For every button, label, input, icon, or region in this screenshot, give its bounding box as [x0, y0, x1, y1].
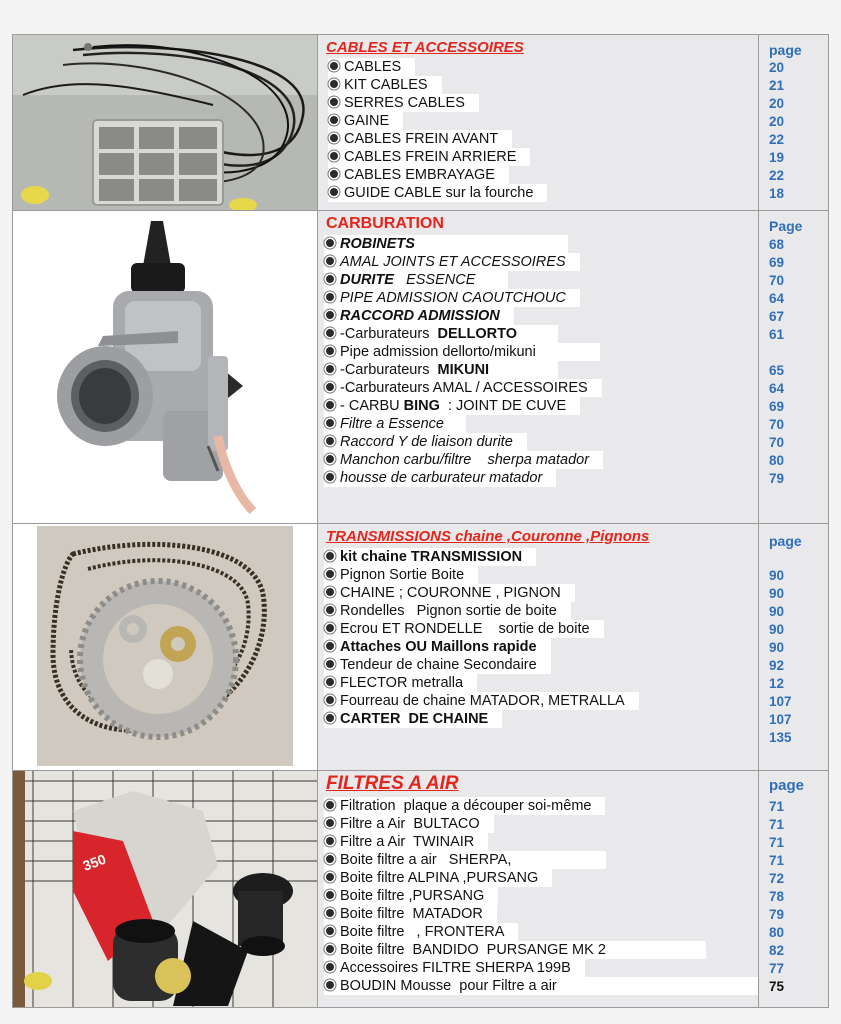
page-number: 107 [769, 712, 792, 727]
carburetor-image [13, 211, 318, 523]
list-item [324, 451, 603, 469]
item-label: CARTER DE CHAINE [340, 711, 489, 727]
item-label: CABLES [344, 59, 402, 75]
list-item [324, 415, 466, 433]
page-number: 71 [769, 853, 785, 868]
item-label: SERRES CABLES [344, 95, 465, 111]
list-item [324, 656, 551, 674]
bullet-icon [330, 134, 338, 142]
list-item [328, 76, 442, 94]
list-item [328, 94, 479, 112]
item-label: GUIDE CABLE sur la fourche [344, 185, 534, 201]
page-number: 72 [769, 871, 785, 886]
page-number: 135 [769, 730, 792, 745]
catalog-page [12, 34, 829, 1008]
page-number: 92 [769, 658, 785, 673]
cables-image [13, 35, 318, 210]
list-item [324, 397, 580, 415]
page-header: page [769, 533, 802, 549]
list-item [324, 833, 488, 851]
page-number: 21 [769, 78, 785, 93]
item-label: Boite filtre ALPINA ,PURSANG [340, 870, 539, 886]
bullet-icon [326, 855, 334, 863]
item-label: -Carburateurs [340, 362, 438, 378]
bullet-icon [330, 170, 338, 178]
list-item [324, 959, 585, 977]
item-label: : JOINT DE CUVE [439, 398, 567, 414]
bullet-icon [326, 963, 334, 971]
page-number: 69 [769, 255, 785, 270]
bullet-icon [326, 606, 334, 614]
page-number: 20 [769, 60, 785, 75]
list-item [328, 166, 509, 184]
bullet-icon [326, 570, 334, 578]
bullet-icon [326, 329, 334, 337]
bullet-icon [326, 642, 334, 650]
page-number: 90 [769, 586, 785, 601]
page-number: 79 [769, 471, 785, 486]
item-label: AMAL JOINTS ET ACCESSOIRES [340, 254, 566, 270]
list-item [324, 325, 558, 343]
page-number: 107 [769, 694, 792, 709]
item-label: BOUDIN Mousse pour Filtre a air [340, 978, 557, 994]
list-item [324, 923, 518, 941]
list-item [324, 433, 527, 451]
item-label: CABLES FREIN ARRIERE [344, 149, 517, 165]
item-label: -Carburateurs [340, 326, 438, 342]
page-number: 80 [769, 453, 785, 468]
bullet-icon [326, 455, 334, 463]
item-label: KIT CABLES [344, 77, 428, 93]
item-label: PIPE ADMISSION CAOUTCHOUC [340, 290, 566, 306]
section-carburation [13, 211, 828, 524]
item-label: Boite filtre ,PURSANG [340, 888, 485, 904]
page-number: 77 [769, 961, 785, 976]
list-item [324, 602, 571, 620]
section-cables [13, 35, 828, 211]
item-label: Filtre a Air BULTACO [340, 816, 480, 832]
list-item [324, 469, 556, 487]
air-filters-pages [759, 771, 828, 1007]
bullet-icon [326, 714, 334, 722]
item-label: ROBINETS [340, 236, 415, 252]
item-label: FLECTOR metralla [340, 675, 464, 691]
page-number: 71 [769, 817, 785, 832]
item-label: housse de carburateur matador [340, 470, 543, 486]
list-item [324, 905, 497, 923]
list-item [324, 566, 478, 584]
transmissions-list [318, 524, 759, 770]
item-label: Attaches OU Maillons rapide [340, 639, 537, 655]
item-label: GAINE [344, 113, 390, 129]
item-label: ESSENCE [393, 272, 476, 288]
item-label: Fourreau de chaine MATADOR, METRALLA [340, 693, 625, 709]
bullet-icon [326, 909, 334, 917]
bullet-icon [326, 552, 334, 560]
page-number: 20 [769, 114, 785, 129]
bullet-icon [326, 419, 334, 427]
cables-pages [759, 35, 828, 210]
list-item [324, 851, 606, 869]
page-number: 67 [769, 309, 785, 324]
bullet-icon [326, 275, 334, 283]
list-item [324, 620, 604, 638]
list-item [324, 638, 551, 656]
item-label: CHAINE ; COURONNE , PIGNON [340, 585, 561, 601]
page-number: 70 [769, 273, 785, 288]
badge-350-text: 350 [80, 850, 108, 874]
list-item [324, 977, 758, 995]
item-label: Boite filtre a air SHERPA, [340, 852, 512, 868]
bullet-icon [326, 437, 334, 445]
bullet-icon [326, 473, 334, 481]
list-item [328, 130, 512, 148]
bullet-icon [326, 981, 334, 989]
page-number: 22 [769, 132, 785, 147]
list-item [324, 548, 536, 566]
item-label: Filtre a Air TWINAIR [340, 834, 475, 850]
page-number: 79 [769, 907, 785, 922]
page-number: 90 [769, 604, 785, 619]
bullet-icon [326, 927, 334, 935]
list-item [324, 235, 568, 253]
section-air-filters [13, 771, 828, 1007]
item-label: Boite filtre MATADOR [340, 906, 483, 922]
list-item [324, 584, 575, 602]
list-item [328, 58, 415, 76]
item-label: CABLES FREIN AVANT [344, 131, 499, 147]
page-number: 80 [769, 925, 785, 940]
page-number: 12 [769, 676, 785, 691]
bullet-icon [330, 98, 338, 106]
list-item [324, 289, 580, 307]
page-number: 69 [769, 399, 785, 414]
list-item [324, 797, 605, 815]
page-number: 64 [769, 291, 785, 306]
page-number: 18 [769, 186, 785, 201]
bullet-icon [330, 116, 338, 124]
bullet-icon [330, 188, 338, 196]
bullet-icon [326, 347, 334, 355]
item-label: Pipe admission dellorto/mikuni [340, 344, 536, 360]
list-item [324, 674, 477, 692]
list-item [324, 343, 600, 361]
item-label: Rondelles Pignon sortie de boite [340, 603, 557, 619]
page-number: 70 [769, 417, 785, 432]
bullet-icon [326, 293, 334, 301]
bullet-icon [326, 365, 334, 373]
page-header: page [769, 42, 802, 58]
item-label: Raccord Y de liaison durite [340, 434, 513, 450]
bullet-icon [330, 80, 338, 88]
bullet-icon [326, 801, 334, 809]
air-filters-list [318, 771, 759, 1007]
page-number: 19 [769, 150, 785, 165]
bullet-icon [326, 678, 334, 686]
item-label: Tendeur de chaine Secondaire [340, 657, 537, 673]
item-label-strong: DELLORTO [437, 326, 517, 342]
list-item [324, 869, 552, 887]
page-number: 90 [769, 568, 785, 583]
item-label: Filtration plaque a découper soi-même [340, 798, 592, 814]
page-number: 22 [769, 168, 785, 183]
item-label: Accessoires FILTRE SHERPA 199B [340, 960, 571, 976]
bullet-icon [326, 257, 334, 265]
bullet-icon [326, 588, 334, 596]
item-label: Filtre a Essence [340, 416, 444, 432]
list-item [328, 112, 403, 130]
page-number: 90 [769, 640, 785, 655]
list-item [324, 361, 558, 379]
bullet-icon [326, 891, 334, 899]
page-number: 75 [769, 979, 785, 994]
page-number: 71 [769, 835, 785, 850]
section-title: CARBURATION [326, 215, 444, 232]
bullet-icon [326, 383, 334, 391]
item-label-strong: MIKUNI [437, 362, 490, 378]
page-header: Page [769, 218, 803, 234]
item-label: - CARBU [340, 398, 404, 414]
page-number: 70 [769, 435, 785, 450]
page-header: page [769, 777, 805, 794]
section-title: CABLES ET ACCESSOIRES [326, 39, 524, 56]
transmissions-pages [759, 524, 828, 770]
list-item [324, 271, 508, 289]
bullet-icon [326, 696, 334, 704]
list-item [324, 379, 602, 397]
bullet-icon [326, 624, 334, 632]
item-label: Ecrou ET RONDELLE sortie de boite [340, 621, 590, 637]
page-number: 78 [769, 889, 785, 904]
section-title: FILTRES A AIR [326, 773, 459, 794]
page-number: 20 [769, 96, 785, 111]
cables-list [318, 35, 759, 210]
list-item [324, 941, 706, 959]
item-label-strong: BING [403, 398, 440, 414]
transmission-image [13, 524, 318, 770]
carburation-pages [759, 211, 828, 523]
item-label: Boite filtre , FRONTERA [340, 924, 505, 940]
item-label: -Carburateurs AMAL / ACCESSOIRES [340, 380, 588, 396]
item-label: RACCORD ADMISSION [340, 308, 500, 324]
bullet-icon [330, 62, 338, 70]
section-transmissions [13, 524, 828, 771]
list-item [324, 815, 494, 833]
bullet-icon [326, 837, 334, 845]
page-number: 61 [769, 327, 785, 342]
bullet-icon [326, 401, 334, 409]
item-label: Manchon carbu/filtre sherpa matador [340, 452, 590, 468]
air-filter-image [13, 771, 318, 1007]
section-title: TRANSMISSIONS chaine ,Couronne ,Pignons [326, 528, 650, 545]
item-label: Boite filtre BANDIDO PURSANGE MK 2 [340, 942, 606, 958]
list-item [324, 710, 502, 728]
item-label: Pignon Sortie Boite [340, 567, 465, 583]
item-label-strong: DURITE [340, 272, 394, 288]
list-item [324, 307, 514, 325]
bullet-icon [326, 873, 334, 881]
carburation-list [318, 211, 759, 523]
item-label: kit chaine TRANSMISSION [340, 549, 523, 565]
page-number: 65 [769, 363, 785, 378]
list-item [324, 253, 580, 271]
bullet-icon [326, 945, 334, 953]
bullet-icon [326, 819, 334, 827]
bullet-icon [326, 311, 334, 319]
page-number: 71 [769, 799, 785, 814]
item-label: CABLES EMBRAYAGE [344, 167, 495, 183]
page-number: 68 [769, 237, 785, 252]
list-item [328, 148, 530, 166]
list-item [328, 184, 547, 202]
list-item [324, 692, 639, 710]
bullet-icon [326, 660, 334, 668]
bullet-icon [330, 152, 338, 160]
page-number: 90 [769, 622, 785, 637]
bullet-icon [326, 239, 334, 247]
page-number: 82 [769, 943, 785, 958]
list-item [324, 887, 498, 905]
page-number: 64 [769, 381, 785, 396]
